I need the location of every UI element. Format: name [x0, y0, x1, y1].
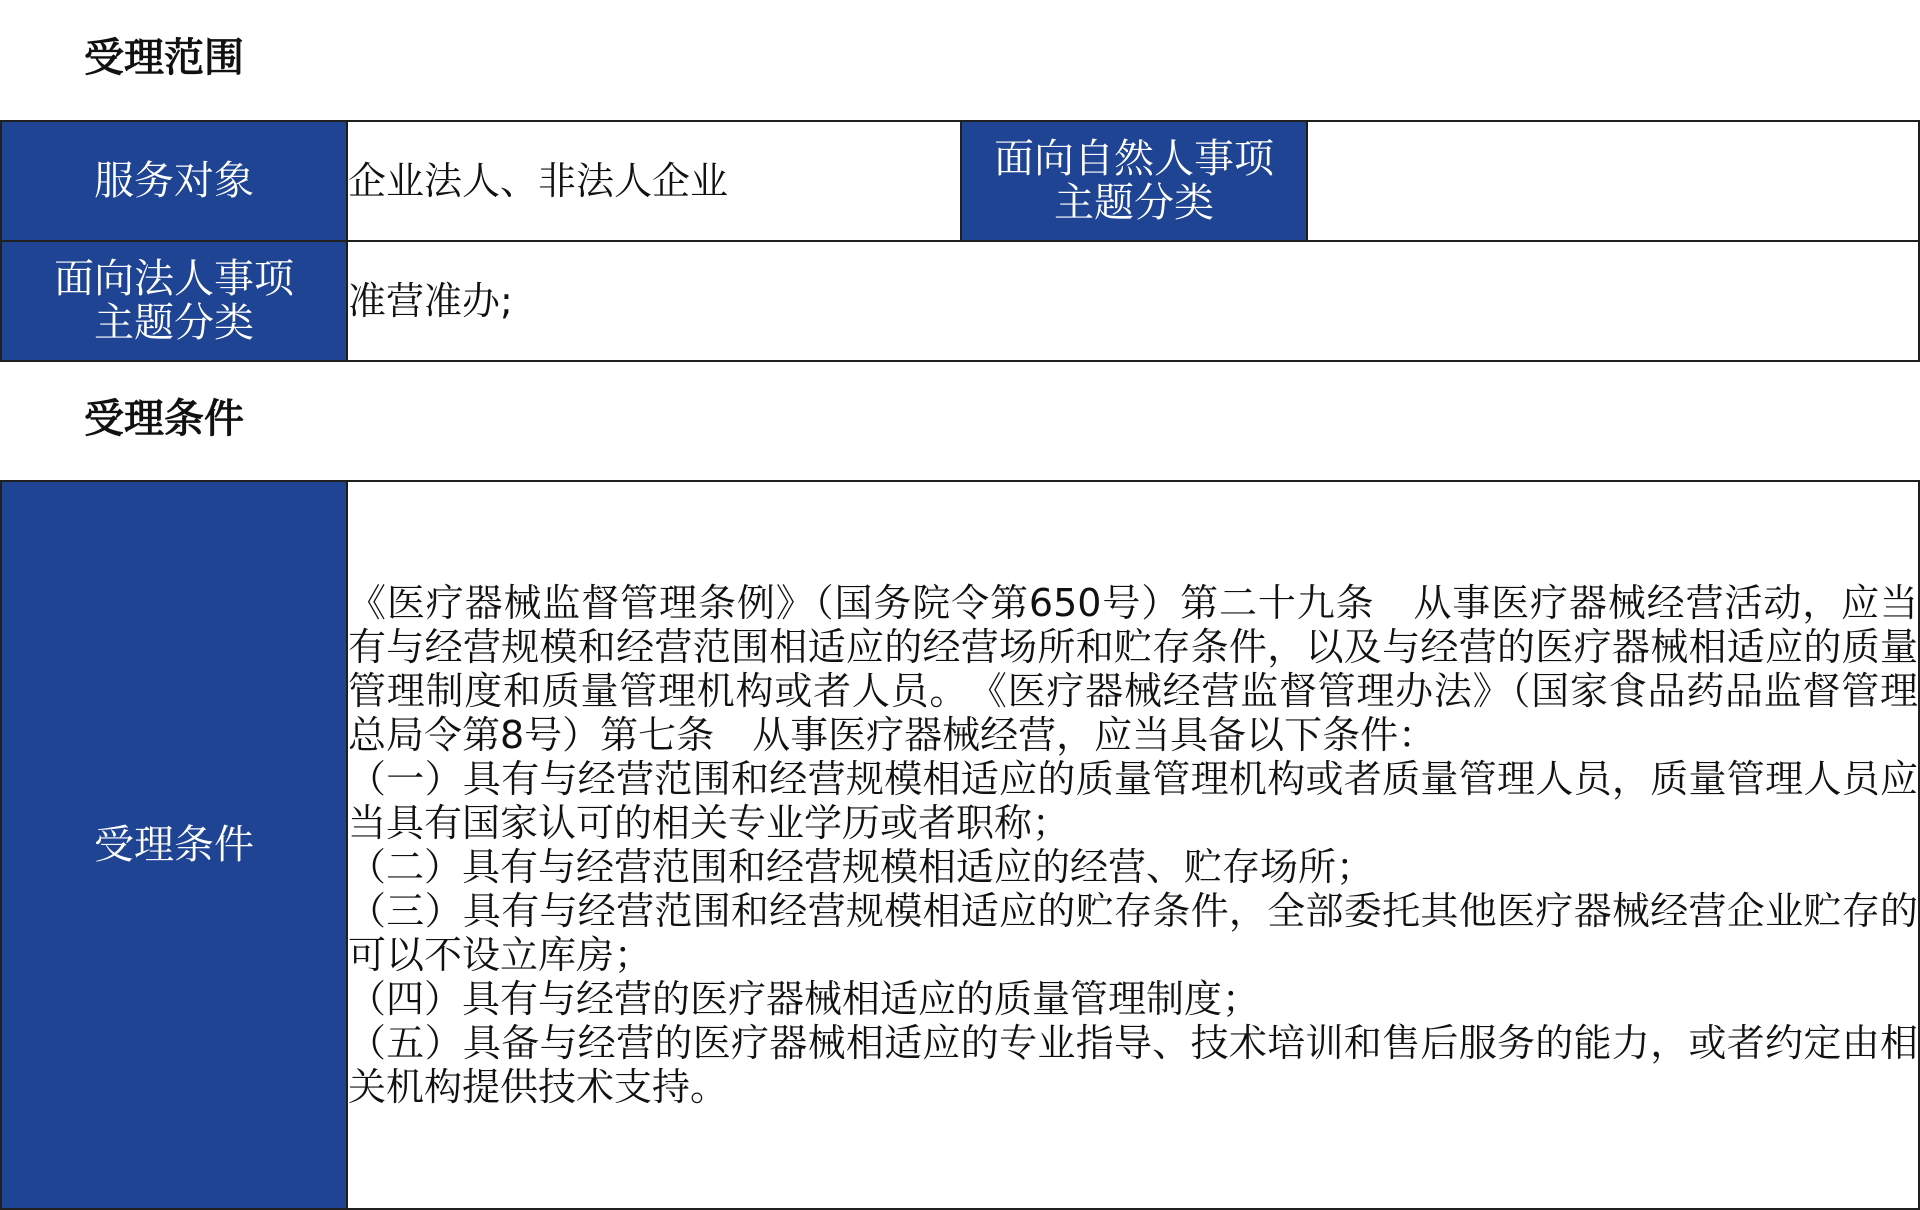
natural-person-theme-label-line2: 主题分类	[1054, 180, 1214, 226]
conditions-item-5: （五）具备与经营的医疗器械相适应的专业指导、技术培训和售后服务的能力，或者约定由相关机构提供技术支持。	[348, 1021, 1918, 1109]
conditions-table	[0, 480, 1920, 1210]
scope-table	[0, 120, 1920, 362]
conditions-item-1: （一）具有与经营范围和经营规模相适应的质量管理机构或者质量管理人员，质量管理人员应当具有国家认可的相关专业学历或者职称；	[348, 757, 1918, 845]
natural-person-theme-label-cell	[961, 121, 1307, 241]
service-target-label-cell	[1, 121, 347, 241]
scope-row-legal-person-theme	[1, 241, 1919, 361]
service-target-value: 企业法人、非法人企业	[348, 159, 729, 203]
legal-person-theme-label-cell	[1, 241, 347, 361]
conditions-item-4: （四）具有与经营的医疗器械相适应的质量管理制度；	[348, 977, 1261, 1021]
conditions-label-cell	[1, 481, 347, 1209]
conditions-paragraph-intro: 《医疗器械监督管理条例》（国务院令第650号）第二十九条 从事医疗器械经营活动，应当有与经营规模和经营范围相适应的经营场所和贮存条件，以及与经营的医疗器械相适应的质量管理制度和质量管理机构或者人员。 《医疗器械经营监督管理办法》（国家食品药品监督管理总局令第8号）第七条 从事医疗器械经营，应当具备以下条件：	[348, 581, 1918, 757]
conditions-item-2: （二）具有与经营范围和经营规模相适应的经营、贮存场所；	[348, 845, 1375, 889]
natural-person-theme-value-cell	[1307, 121, 1919, 241]
conditions-label: 受理条件	[94, 822, 254, 868]
conditions-heading: 受理条件	[84, 396, 244, 442]
conditions-item-3: （三）具有与经营范围和经营规模相适应的贮存条件，全部委托其他医疗器械经营企业贮存的可以不设立库房；	[348, 889, 1918, 977]
service-target-label: 服务对象	[94, 158, 254, 204]
service-target-value-cell	[347, 121, 961, 241]
legal-person-theme-value-cell	[347, 241, 1919, 361]
legal-person-theme-label-line2: 主题分类	[94, 300, 254, 346]
legal-person-theme-value: 准营准办;	[348, 279, 513, 323]
scope-row-service-target	[1, 121, 1919, 241]
legal-person-theme-label-line1: 面向法人事项	[54, 256, 294, 302]
conditions-row	[1, 481, 1919, 1209]
natural-person-theme-label-line1: 面向自然人事项	[994, 136, 1274, 182]
scope-heading: 受理范围	[84, 35, 244, 81]
conditions-value-cell	[347, 481, 1919, 1209]
